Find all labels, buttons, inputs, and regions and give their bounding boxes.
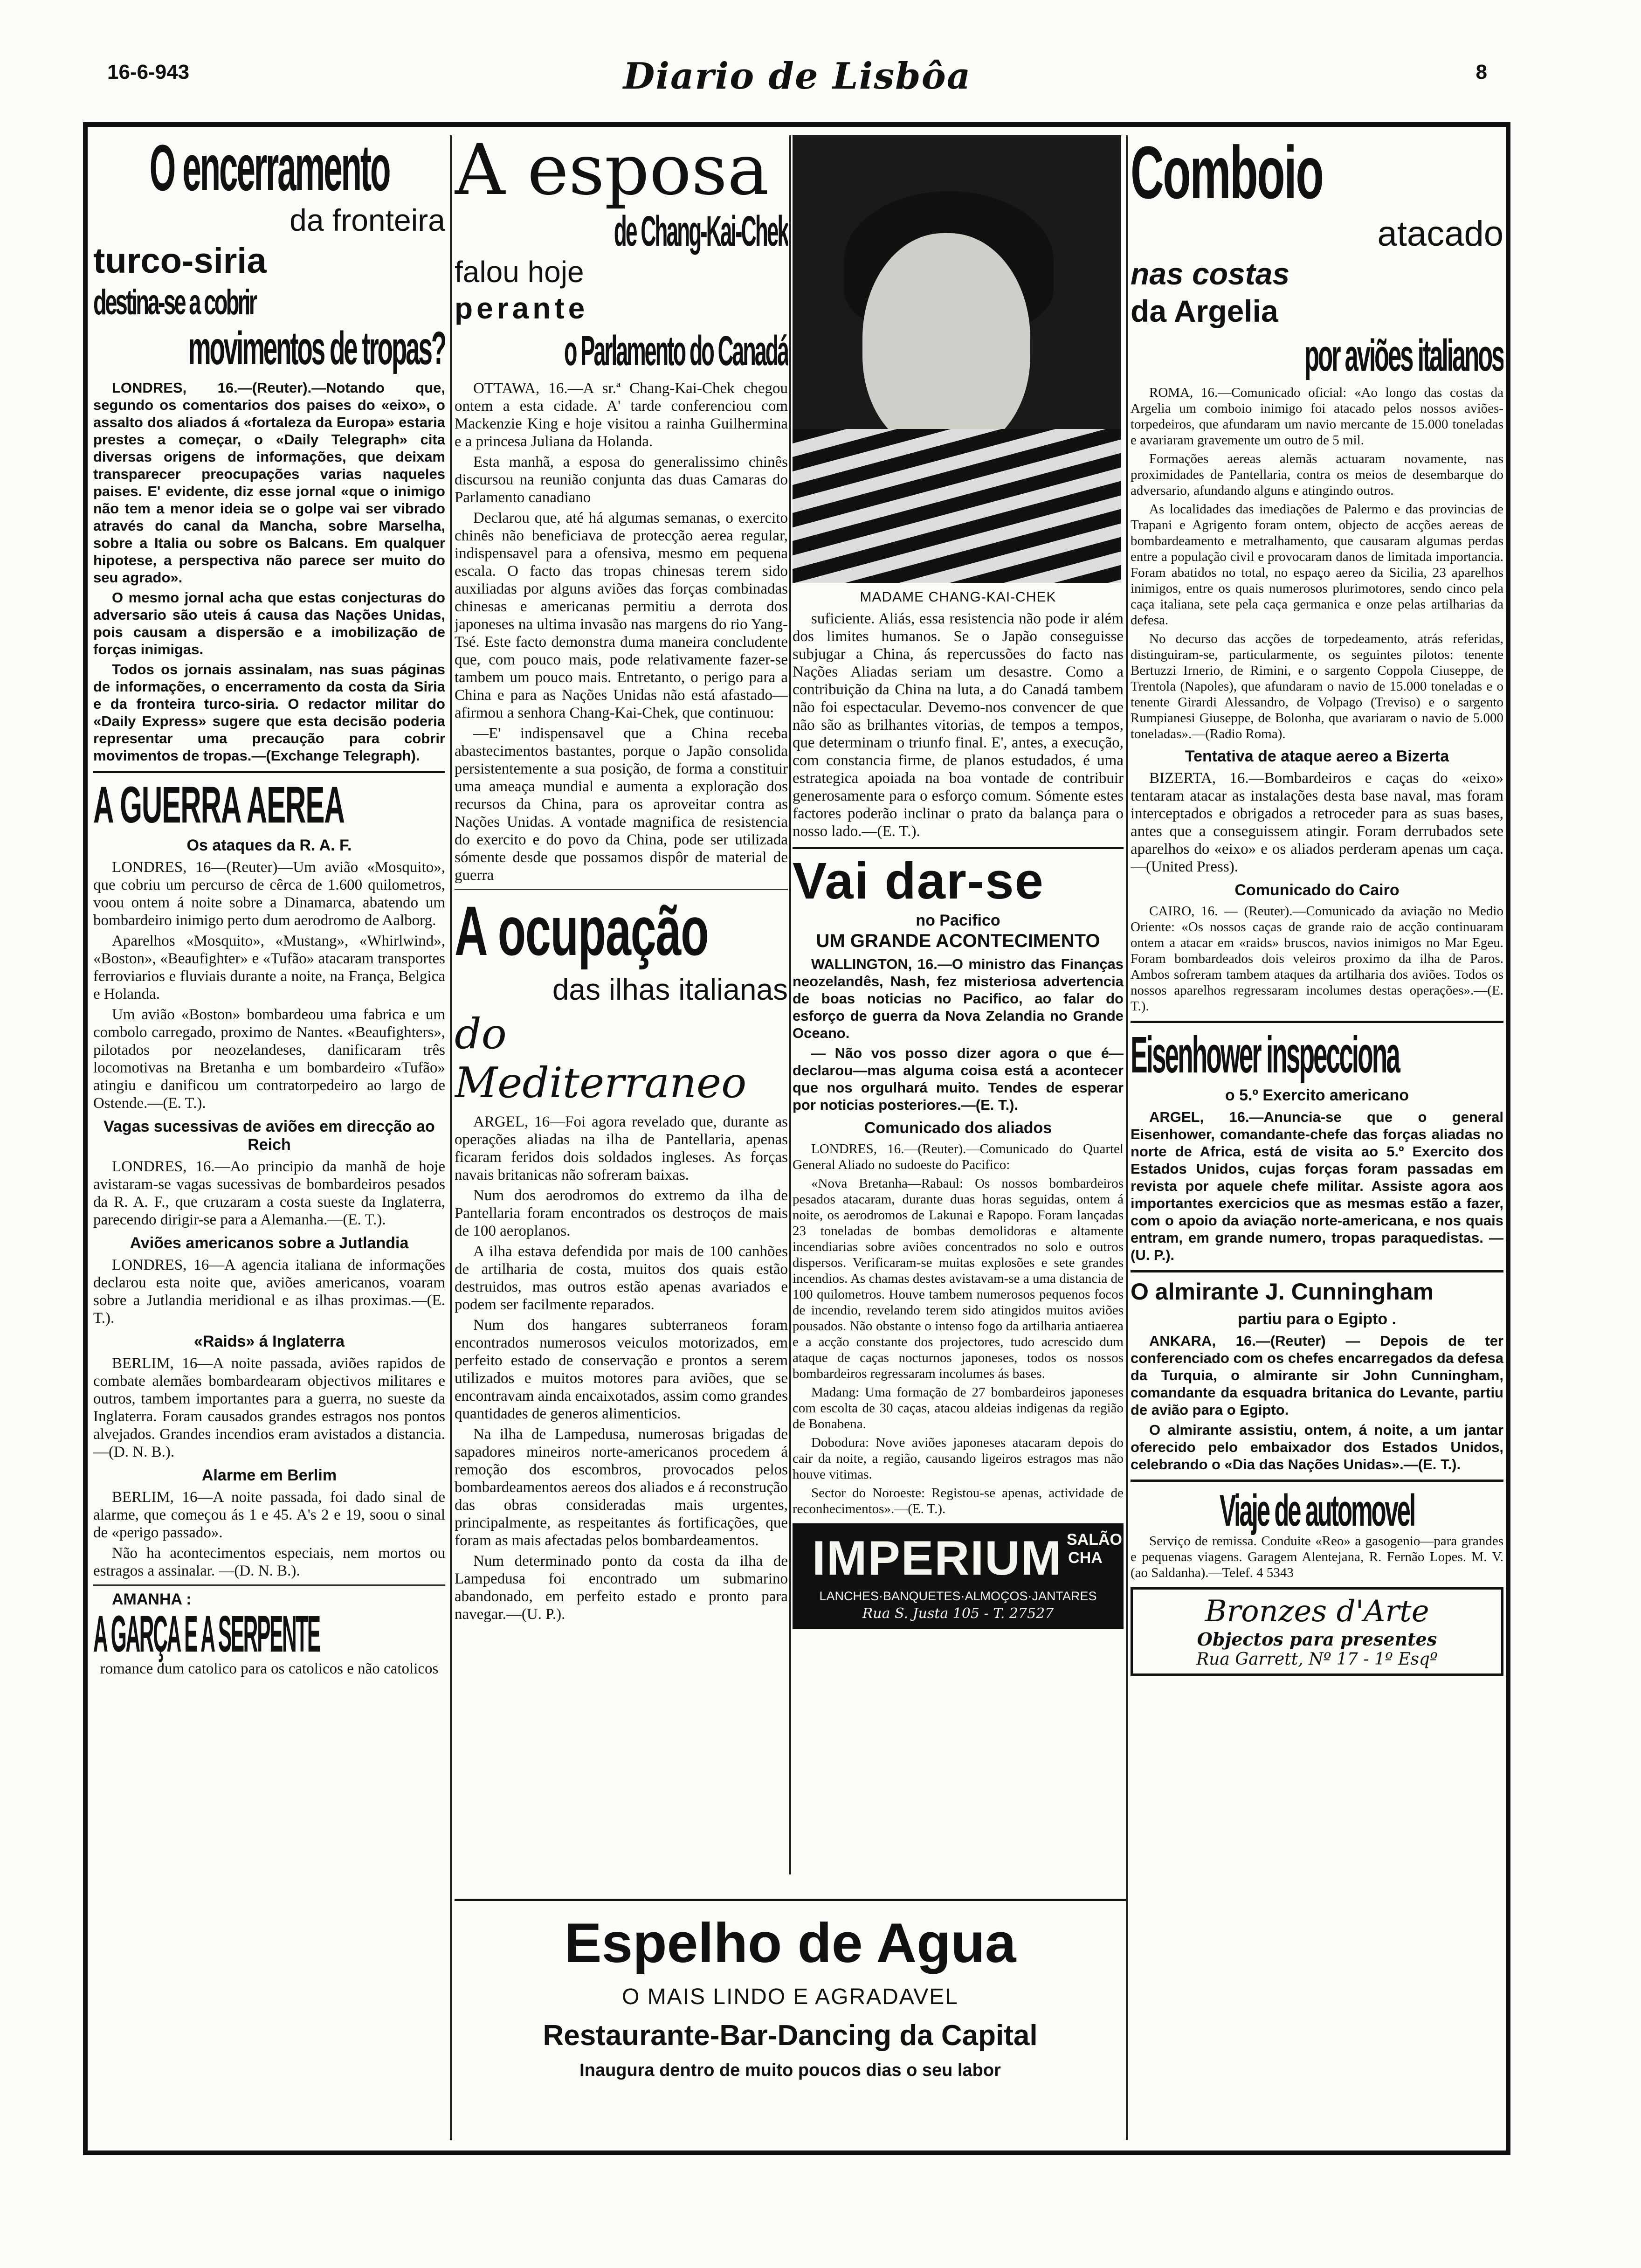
article-paragraph: WALLINGTON, 16.—O ministro das Finanças neozelandês, Nash, fez misteriosa advertencia de boas noticias no Pacifico, ao falar do esforço de guerra da Nova Zelandia no Grande Oceano. (793, 956, 1124, 1041)
deck-chang: de Chang-Kai-Chek (614, 207, 788, 255)
article-paragraph: ANKARA, 16.—(Reuter) — Depois de ter conferenciado com os chefes encarregados da defesa da Turquia, o almirante sir John Cunningham, comandante da esquadra britanica do Levante, partiu de avião para o Egipto. (1131, 1333, 1503, 1418)
article-paragraph: O mesmo jornal acha que estas conjecturas do adversario são uteis á causa das Nações Unidas, pois causam a dispersão e a imobilização de forças inimigas. (93, 589, 445, 657)
article-paragraph: Esta manhã, a esposa do generalissimo chinês discursou na reunião conjunta das duas Camaras do Parlamento canadiano (455, 454, 788, 506)
article-paragraph: «Nova Bretanha—Rabaul: Os nossos bombardeiros pesados atacaram, durante duas horas seguidas, ontem á noite, os aerodromos de Lakunai e Rapopo. Foram lançadas 23 toneladas de bombas demolidoras e altamente incendiarias sobre aviões concentrados no solo e outros dispersos. Verificaram-se muitas explosões e sete grandes incendios. As chamas destes avistavam-se a uma distancia de 100 quilometros. Houve tambem numerosos pequenos focos de incendio, revelando terem sido atingidos muitos aviões pousados. Não obstante o intenso fogo da artilharia antiaerea e a acção constante dos projectores, tudo acrescido dum ataque de caças nocturnos japoneses, todos os nossos bombardeiros regressaram incolumes ás bases. (793, 1176, 1124, 1381)
photo-caption: MADAME CHANG-KAI-CHEK (860, 589, 1056, 605)
deck-parlamento: o Parlamento do Canadá (564, 328, 788, 374)
deck-destina: destina-se a cobrir (93, 283, 256, 322)
subhead-raf: Os ataques da R. A. F. (186, 837, 352, 854)
column-3 (793, 135, 1124, 2140)
imperium-services: LANCHES·BANQUETES·ALMOÇOS·JANTARES (819, 1589, 1097, 1603)
espelho-de-agua-ad (455, 1899, 1126, 2132)
serial-title: A GARÇA E A SERPENTE (93, 1605, 320, 1663)
deck-avioes: por aviões italianos (1304, 331, 1503, 380)
article-paragraph: suficiente. Aliás, essa resistencia não pode ir além dos limites humanos. Se o Japão conseguisse subjugar a China, ás repercussões do facto nas Nações Aliadas seriam um desastre. Como a contribuição da China na luta, a do Canadá tambem não foi espectacular. Devemo-nos convencer de que não são as brilhantes vitorias, de tempos a tempos, que determinam o triunfo final. E', antes, a execução, com constancia firme, de planos estudados, é uma estrategica apoiada na boa vontade de contribuir generosamente para o esforço comum. Sómente estes factores poderão inclinar o prato da balança para o nosso lado.—(E. T.). (793, 610, 1124, 840)
article-paragraph: Num dos hangares subterraneos foram encontrados numerosos veiculos motorizados, em perfeito estado de conservação e prontos a serem utilizados e muitos motores para aviões, que se encontravam ainda encaixotados, assim como grandes quantidades de generos alimenticios. (455, 1317, 788, 1422)
article-paragraph: BERLIM, 16—A noite passada, aviões rapidos de combate alemães bombardearam objectivos militares e outros, tambem importantes para a guerra, no sueste da Inglaterra. Foram causados grandes estragos nos pontos alvejados. Grandes incendios eram avistados a distancia.—(D. N. B.). (93, 1355, 445, 1460)
bronzes-line-1: Objectos para presentes (1197, 1629, 1437, 1650)
deck-costas: nas costas (1131, 256, 1290, 291)
article-paragraph: OTTAWA, 16.—A sr.ª Chang-Kai-Chek chegou ontem a esta cidade. A' tarde conferenciou com Mackenzie King e hoje visitou a rainha Guilhermina e a princesa Juliana da Holanda. (455, 380, 788, 450)
article-paragraph: Dobodura: Nove aviões japoneses atacaram depois do cair da noite, a região, causando ligeiros estragos mas não houve vitimas. (793, 1435, 1124, 1482)
subhead-jutlandia: Aviões americanos sobre a Jutlandia (130, 1234, 409, 1252)
column-rule (1126, 135, 1128, 2140)
headline-vai-dar-se: Vai dar-se (793, 852, 1044, 910)
imperium-ad (793, 1523, 1124, 1629)
subhead-vagas: Vagas sucessivas de aviões em direcção ao Reich (103, 1118, 435, 1154)
imperium-side: SALÃO CHA (1067, 1531, 1122, 1567)
subhead-comunicado: Comunicado dos aliados (864, 1119, 1052, 1137)
section-divider (1131, 1021, 1503, 1023)
article-paragraph: O almirante assistiu, ontem, á noite, a um jantar oferecido pelo embaixador dos Estados Unidos, celebrando o «Dia das Nações Unidas».—(E. T.). (1131, 1422, 1503, 1473)
imperium-address: Rua S. Justa 105 - T. 27527 (862, 1605, 1054, 1622)
subhead-egipto: partiu para o Egipto . (1237, 1310, 1397, 1328)
subhead-exercito: o 5.º Exercito americano (1225, 1086, 1409, 1104)
article-paragraph: Aparelhos «Mosquito», «Mustang», «Whirlwind», «Boston», «Beaufighter» e «Tufão» atacaram transportes ferroviarios e fluviais durante a noite, na França, Belgica e Holanda. (93, 933, 445, 1003)
subhead-raids: «Raids» á Inglaterra (193, 1333, 345, 1350)
ad-venue: Restaurante-Bar-Dancing da Capital (543, 2019, 1038, 2052)
section-divider (93, 1584, 445, 1586)
article-paragraph: LONDRES, 16.—(Reuter).—Comunicado do Quartel General Aliado no sudoeste do Pacifico: (793, 1141, 1124, 1172)
article-paragraph: — Não vos posso dizer agora o que é—declarou—mas alguma coisa está a acontecer que nos orgulhará muito. Tendes de esperar por noticias posteriores.—(E. T.). (793, 1045, 1124, 1113)
article-paragraph: —E' indispensavel que a China receba abastecimentos bastantes, porque o Japão consolida persistentemente a sua posição, de forma a constituir uma ameaça mundial e aumenta a exploração dos recursos da China, para os aproveitar contra as Nações Unidas. A vontade magnifica de resistencia do exercito e do povo da China, pode ser utilizada sómente desde que possamos dispôr de material de guerra (455, 725, 788, 884)
portrait-photo (793, 135, 1121, 583)
article-paragraph: Sector do Noroeste: Registou-se apenas, actividade de reconhecimentos».—(E. T.). (793, 1486, 1124, 1516)
bronzes-title: Bronzes d'Arte (1205, 1594, 1429, 1629)
column-4 (1131, 135, 1503, 2140)
bronzes-ad (1131, 1587, 1503, 1676)
subhead-alarme: Alarme em Berlim (201, 1466, 337, 1484)
headline-encerramento: O encerramento (149, 135, 390, 204)
article-paragraph: Um avião «Boston» bombardeou uma fabrica e um combolo carregado, proximo de Nantes. «Beaufighters», pilotados por neozelandeses, danificaram três locomotivas na Bretanha e um bombardeiro «Tufão» atingiu e danificou um contratorpedeiro ao largo de Ostende.—(E. T.). (93, 1006, 445, 1112)
deck-acontecimento: UM GRANDE ACONTECIMENTO (816, 931, 1100, 951)
headline-ocupacao: A ocupação (455, 892, 709, 970)
article-paragraph: ARGEL, 16.—Anuncia-se que o general Eisenhower, comandante-chefe das forças aliadas no norte de Africa, está de visita ao 5.º Exercito dos Estados Unidos, cujas forças foram passadas em revista por aquele chefe militar. Assiste agora aos importantes exercicios que as mesmas estão a fazer, com o apoio da aviação norte-americana, e nos quais entram, em grande numero, tropas paraquedistas. —(U. P.). (1131, 1109, 1503, 1263)
headline-cunningham: O almirante J. Cunningham (1131, 1279, 1434, 1305)
deck-mediterraneo: do Mediterraneo (455, 1010, 747, 1107)
deck-fronteira: da fronteira (290, 203, 445, 237)
section-divider (1131, 1480, 1503, 1482)
article-paragraph: Formações aereas alemãs actuaram novamente, nas proximidades de Pantellaria, contra os meios de desembarque do adversario, afundando alguns e atingindo outros. (1131, 451, 1503, 498)
deck-perante: perante (455, 291, 589, 325)
deck-atacado: atacado (1377, 214, 1503, 254)
amanha-label: AMANHA : (112, 1590, 192, 1608)
deck-turco-siria: turco-siria (93, 241, 267, 281)
article-paragraph: LONDRES, 16—A agencia italiana de informações declarou esta noite que, aviões americanos, voaram sobre a Jutlandia meridional e as ilhas proximas.—(E. T.). (93, 1257, 445, 1327)
column-rule (789, 135, 791, 1874)
column-1 (93, 135, 445, 2140)
article-paragraph: Madang: Uma formação de 27 bombardeiros japoneses com escolta de 30 caças, atacou aldeias indigenas da região de Bonabena. (793, 1385, 1124, 1431)
headline-viaje: Viaje de automovel (1220, 1486, 1414, 1535)
article-paragraph: Todos os jornais assinalam, nas suas páginas de informações, o encerramento da costa da Siria e da fronteira turco-siria. O redactor militar do «Daily Express» sugere que esta decisão poderia representar uma precaução para cobrir movimentos de tropas.—(Exchange Telegraph). (93, 661, 445, 764)
subhead-cairo: Comunicado do Cairo (1234, 881, 1400, 899)
deck-movimentos: movimentos de tropas? (188, 322, 445, 374)
article-paragraph: A ilha estava defendida por mais de 100 canhões de artilharia de costa, muitos dos quais estão destruidos, mas outros estão apenas avariados e podem ser facilmente reparados. (455, 1243, 788, 1313)
article-paragraph: Num dos aerodromos do extremo da ilha de Pantellaria foram encontrados os destroços de mais de 100 aeroplanos. (455, 1187, 788, 1239)
page-number: 8 (1476, 61, 1487, 83)
section-divider (93, 771, 445, 773)
issue-date: 16-6-943 (107, 61, 190, 83)
deck-argelia: da Argelia (1131, 294, 1278, 328)
section-divider (1131, 1270, 1503, 1272)
article-paragraph: As localidades das imediações de Palermo e das provincias de Trapani e Agrigento foram ontem, objecto de acções aereas de bombardeamento e metralhamento, que causaram algumas perdas entre a população civil e provocaram danos de limitada importancia. Foram abatidos no total, no espaço aereo da Sicilia, 23 aparelhos inimigos, entre os quais numerosos plurimotores, sendo cinco pela caça italiana, sete pela caça germanica e onze pelas artilharias da defesa. (1131, 502, 1503, 628)
article-paragraph: Declarou que, até há algumas semanas, o exercito chinês não beneficiava de protecção aerea regular, indispensavel para a ofensiva, mesmo em pequena escala. O facto das tropas chinesas terem sido auxiliadas por alguns aviões das forças combinadas chinesas e americanas permitiu a derrota dos japoneses na ultima invasão nas margens do rio Yang-Tsé. Este facto demonstra duma maneira concludente que, com pouco mais, pode relativamente fazer-se tambem um pouco mais. Entretanto, o perigo para a China e para as Nações Unidas não está afastado—afirmou a senhora Chang-Kai-Chek, que continuou: (455, 510, 788, 721)
masthead (107, 55, 1487, 102)
ad-title: Espelho de Agua (564, 1912, 1016, 1974)
section-divider (793, 847, 1124, 849)
newspaper-title: Diario de Lisbôa (623, 55, 972, 97)
headline-guerra-aerea: A GUERRA AEREA (93, 776, 345, 834)
article-paragraph: Não ha acontecimentos especiais, nem mortos ou estragos a assinalar. —(D. N. B.). (93, 1545, 445, 1579)
article-paragraph: BERLIM, 16—A noite passada, foi dado sinal de alarme, que começou ás 1 e 45. A's 2 e 19, soou o sinal de «perigo passado». (93, 1489, 445, 1541)
bronzes-line-2: Rua Garrett, Nº 17 - 1º Esqº (1196, 1650, 1438, 1669)
article-paragraph: Num determinado ponto da costa da ilha de Lampedusa foi encontrado um submarino abandonado, em perfeito estado e pronto para navegar.—(U. P.). (455, 1553, 788, 1623)
deck-falou: falou hoje (455, 255, 584, 289)
headline-esposa: A esposa (455, 135, 769, 211)
headline-comboio: Comboio (1131, 135, 1323, 214)
article-paragraph: CAIRO, 16. — (Reuter).—Comunicado da aviação no Medio Oriente: «Os nossos caças de grande raio de acção continuaram ontem a atacar em «raids» bruscos, navios inimigos no Mar Egeu. Foram bombardeados dois veleiros proximo da ilha de Paros. Ambos sofreram tambem ataques da artilharia dos aviões. Todos os nossos aparelhos regressaram incolumes destas operações».—(E. T.). (1131, 904, 1503, 1014)
column-2 (455, 135, 788, 1888)
article-paragraph: ARGEL, 16—Foi agora revelado que, durante as operações aliadas na ilha de Pantellaria, apenas ficaram feridos dois soldados ingleses. As forças navais britanicas não sofreram baixas. (455, 1113, 788, 1183)
article-paragraph: Na ilha de Lampedusa, numerosas brigadas de sapadores mineiros norte-americanos procedem á remoção dos escombros, provocados pelos bombardeamentos aereos dos aliados e á reconstrução das obras consideradas mais urgentes, principalmente, as respeitantes ás fortificações, que foram as mais afectadas pelos bombardeamentos. (455, 1426, 788, 1549)
article-lead: LONDRES, 16.—(Reuter).—Notando que, segundo os comentarios dos paises do «eixo», o assalto dos aliados á «fortaleza da Europa» estaria prestes a começar, o «Daily Telegraph» cita diversas origens de informações, que deixam transparecer preocupações varias naqueles paises. E' evidente, diz esse jornal «que o inimigo não tem a menor ideia se o golpe vai ser vibrado através do canal da Mancha, sobre Marselha, sobre a Italia ou sobre os Balcans. Em qualquer hipotese, a perspectiva não parece ser muito do seu agrado». (93, 380, 445, 586)
article-paragraph: BIZERTA, 16.—Bombardeiros e caças do «eixo» tentaram atacar as instalações desta base naval, mas foram interceptados e obrigados a retroceder para as suas bases, antes que a conseguissem atingir. Foram derrubados sete aparelhos do «eixo» e os aliados perderam apenas um caça.—(United Press). (1131, 770, 1503, 875)
deck-pacifico: no Pacifico (916, 912, 1000, 929)
ad-tagline: O MAIS LINDO E AGRADAVEL (622, 1984, 958, 2009)
article-paragraph: ROMA, 16.—Comunicado oficial: «Ao longo das costas da Argelia um comboio inimigo foi atacado pelos nossos aviões-torpedeiros, que afundaram um navio mercante de 15.000 toneladas e avariaram gravemente um outro de 5 mil. (1131, 385, 1503, 448)
section-divider (455, 889, 788, 890)
article-paragraph: No decurso das acções de torpedeamento, atrás referidas, distinguiram-se, particularmente, os seguintes pilotos: tenente Bertuzzi Irnerio, de Rimini, e o sargento Coppola Ciuseppe, de Trentola (Napoles), que afundaram o navio de 15.000 toneladas e o tenente Girardi Alessandro, de Volpago (Treviso) e o sargento Rumpianesi Giuseppe, de Bolonha, que avariaram o navio de 5.000 toneladas».—(Radio Roma). (1131, 631, 1503, 741)
imperium-name: IMPERIUM (812, 1531, 1062, 1585)
ad-opening: Inaugura dentro de muito poucos dias o seu labor (579, 2061, 1001, 2080)
viaje-ad-text: Serviço de remissa. Conduite «Reo» a gasogenio—para grandes e pequenas viagens. Garagem Alentejana, R. Fernão Lopes. M. V. (ao Saldanha).—Telef. 4 5343 (1131, 1534, 1503, 1580)
headline-eisenhower: Eisenhower inspecciona (1131, 1026, 1399, 1084)
article-paragraph: LONDRES, 16—(Reuter)—Um avião «Mosquito», que cobriu um percurso de cêrca de 1.600 quilometros, voou ontem á noite sobre a Dinamarca, abatendo um bombardeiro inimigo perto dum aerodromo de Aalborg. (93, 859, 445, 929)
subhead-bizerta: Tentativa de ataque aereo a Bizerta (1185, 747, 1449, 765)
deck-ilhas: das ilhas italianas (552, 973, 788, 1006)
column-rule (450, 135, 452, 2140)
article-paragraph: LONDRES, 16.—Ao principio da manhã de hoje avistaram-se vagas sucessivas de bombardeiros pesados da R. A. F., que cruzaram a costa sueste da Inglaterra, parecendo dirigir-se para a Alemanha.—(E. T.). (93, 1158, 445, 1228)
serial-subtitle: romance dum catolico para os catolicos e não catolicos (100, 1660, 439, 1677)
